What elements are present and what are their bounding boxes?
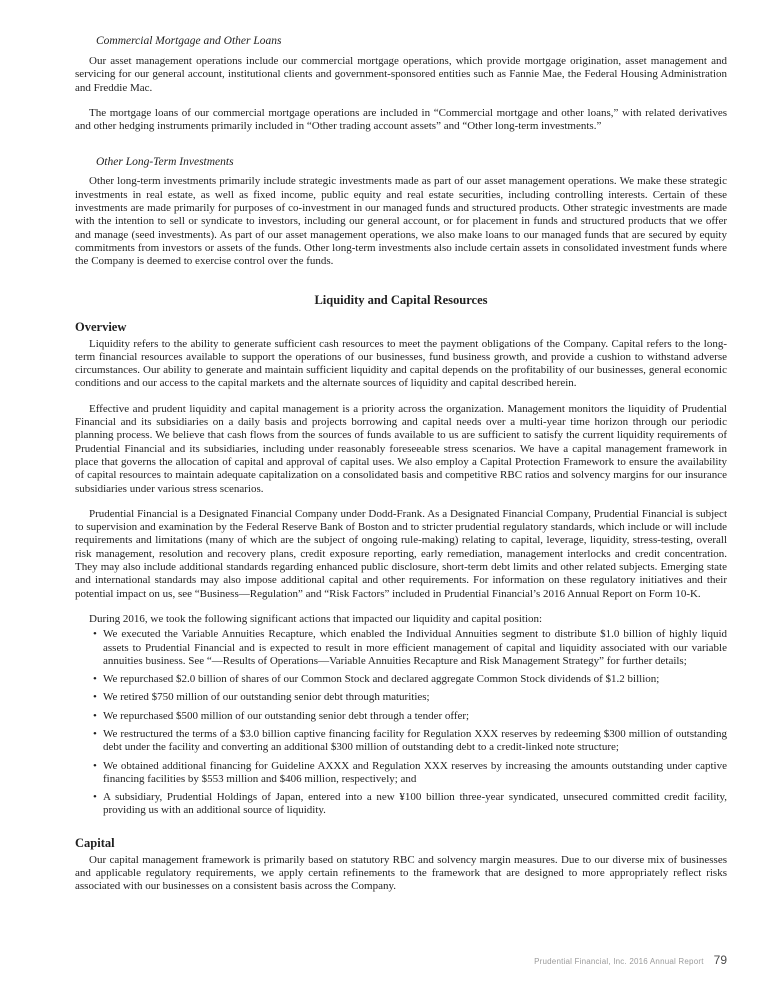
bullet-item-japan-credit-facility: • A subsidiary, Prudential Holdings of Japan, entered into a new ¥100 billion three-year syndicated, unsecured committed credit facility, providing us with an additional source of liquidity. xyxy=(93,791,727,818)
bullet-item-tender-offer: • We repurchased $500 million of our outstanding senior debt through a tender offer; xyxy=(93,710,727,723)
bullet-item-retired-debt: • We retired $750 million of our outstanding senior debt through maturities; xyxy=(93,691,727,704)
subheading-overview: Overview xyxy=(75,319,127,334)
bullet-item-stock-repurchase: • We repurchased $2.0 billion of shares of our Common Stock and declared aggregate Common Stock dividends of $1.2 billion; xyxy=(93,673,727,686)
subheading-commercial-mortgage: Commercial Mortgage and Other Loans xyxy=(96,35,282,47)
footer-report-label: Prudential Financial, Inc. 2016 Annual Report xyxy=(534,957,704,966)
subheading-other-long-term-investments: Other Long-Term Investments xyxy=(96,156,234,169)
paragraph-commercial-2: The mortgage loans of our commercial mortgage operations are included in “Commercial mortgage and other loans,” with related derivatives and other hedging instruments primarily included in “Other trading account assets” and “Other long-term investments.” xyxy=(75,106,727,133)
footer-page-number: 79 xyxy=(713,953,727,967)
subheading-capital: Capital xyxy=(75,835,115,850)
significant-actions-list xyxy=(75,628,727,818)
paragraph-overview-2: Effective and prudent liquidity and capital management is a priority across the organization. Management monitors the liquidity of Prudential Financial and its subsidiaries on a daily basis and projects borrowing and capital needs over a multi-year time horizon through our periodic planning process. We believe that cash flows from the sources of funds available to us are sufficient to satisfy the current liquidity requirements of Prudential Financial and its subsidiaries, including under reasonably foreseeable stress scenarios. We have a capital management framework in place that governs the allocation of capital and approval of capital uses. We also employ a Capital Protection Framework to ensure the availability of capital resources to maintain adequate capitalization on a consolidated basis and competitive RBC ratios and solvency margins for our insurance subsidiaries under various stress scenarios. xyxy=(75,402,727,495)
paragraph-other-long-term: Other long-term investments primarily include strategic investments made as part of our asset management operations. We make these strategic investments in real estate, as well as fixed income, public equity and real estate securities, including controlling interests. Certain of these investments are made primarily for purposes of co-investment in our managed funds and structured products. Other strategic investments are made with the intention to sell or syndicate to investors, including our general account, or for placement in funds and structured products that we offer and manage (seed investments). As part of our asset management operations, we also make loans to our managed funds that are secured by equity commitments from investors or assets of the funds. Other long-term investments also include certain assets in consolidated investment funds where the Company is deemed to exercise control over the funds. xyxy=(75,175,727,268)
paragraph-bullet-intro: During 2016, we took the following significant actions that impacted our liquidity and capital position: xyxy=(89,612,543,625)
page-footer xyxy=(534,953,727,967)
paragraph-capital-1: Our capital management framework is primarily based on statutory RBC and solvency margin measures. Due to our diverse mix of businesses and applicable regulatory requirements, we apply certain refinements to the framework that are designed to more appropriately reflect risks associated with our businesses on a consistent basis across the Company. xyxy=(75,853,727,893)
bullet-item-restructured-facility: • We restructured the terms of a $3.0 billion captive financing facility for Regulation XXX reserves by redeeming $300 million of outstanding debt under the facility and converting an additional $300 million of outstanding debt to a credit-linked note structure; xyxy=(93,728,727,755)
section-heading-liquidity-capital-resources: Liquidity and Capital Resources xyxy=(314,292,488,307)
paragraph-overview-3: Prudential Financial is a Designated Financial Company under Dodd-Frank. As a Designated Financial Company, Prudential Financial is subject to supervision and examination by the Federal Reserve Bank of Boston and to stricter prudential regulatory standards, which include or will include requirements and limitations (many of which are the subject of ongoing rule-making) relating to capital, leverage, liquidity, stress-testing, overall risk management, resolution and recovery plans, credit exposure reporting, early remediation, management interlocks and credit concentration. They may also include additional standards regarding enhanced public disclosure, short-term debt limits and other related subjects. Emerging state and international standards may also impose additional capital and other requirements. For information on these regulatory initiatives and their potential impact on us, see “Business—Regulation” and “Risk Factors” included in Prudential Financial’s 2016 Annual Report on Form 10-K. xyxy=(75,507,727,600)
page-content xyxy=(75,0,727,906)
paragraph-commercial-1: Our asset management operations include our commercial mortgage operations, which provide mortgage origination, asset management and servicing for our general account, institutional clients and government-sponsored entities such as Fannie Mae, the Federal Housing Administration and Freddie Mac. xyxy=(75,55,727,94)
paragraph-overview-1: Liquidity refers to the ability to generate sufficient cash resources to meet the payment obligations of the Company. Capital refers to the long-term financial resources available to support the operations of our businesses, fund business growth, and provide a cushion to withstand adverse circumstances. Our ability to generate and maintain sufficient liquidity and capital depends on the profitability of our businesses, general economic conditions and our access to the capital markets and the alternate sources of liquidity and capital described herein. xyxy=(75,337,727,390)
bullet-item-variable-annuities: • We executed the Variable Annuities Recapture, which enabled the Individual Annuities segment to distribute $1.0 billion of highly liquid assets to Prudential Financial and is expected to result in more efficient management of capital and liquidity associated with our variable annuities business. See “—Results of Operations—Variable Annuities Recapture and Risk Management Strategy” for further details; xyxy=(93,628,727,668)
bullet-item-additional-financing: • We obtained additional financing for Guideline AXXX and Regulation XXX reserves by increasing the amounts outstanding under captive financing facilities by $553 million and $406 million, respectively; and xyxy=(93,760,727,787)
